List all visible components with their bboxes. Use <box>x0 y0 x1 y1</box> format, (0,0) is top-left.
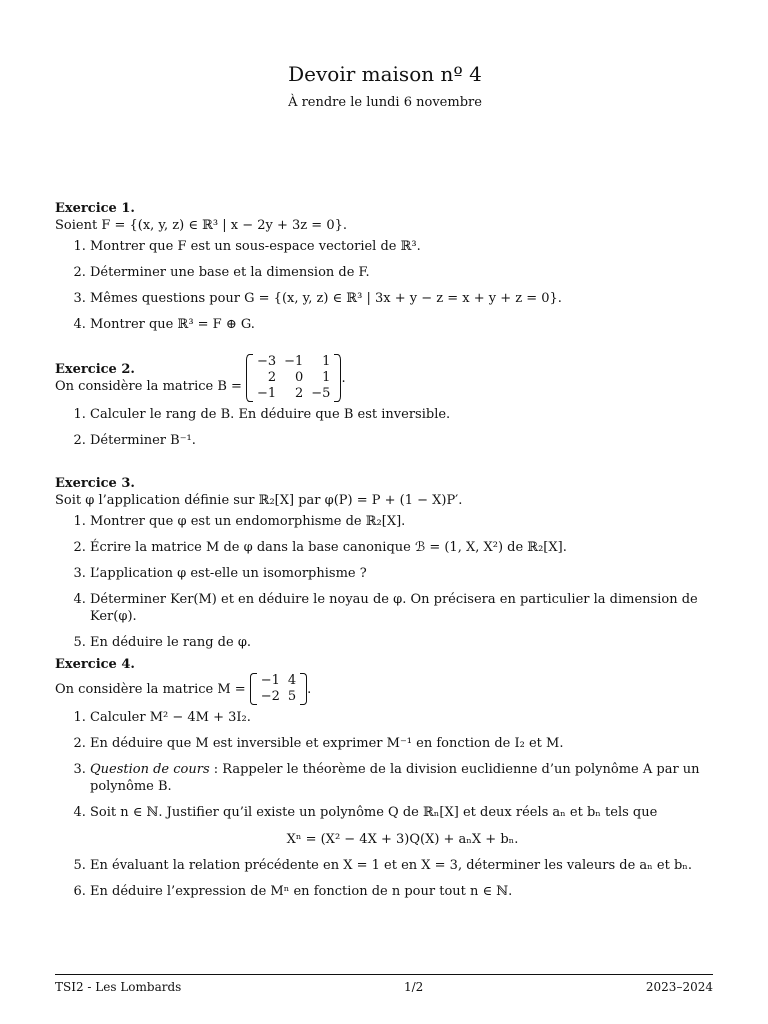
list-item <box>90 761 715 795</box>
matrix-cell: 1 <box>322 354 331 369</box>
exercise-2-title: Exercice 2. <box>55 362 135 377</box>
list-item: 4. Déterminer Ker(M) et en déduire le noyau de φ. On précisera en particulier la dimension de Ker(φ). <box>90 591 715 625</box>
matrix-cell: −3 <box>256 354 277 369</box>
matrix-cell: −2 <box>260 689 280 704</box>
list-item: 6. En déduire l’expression de Mⁿ en fonction de n pour tout n ∈ ℕ. <box>90 883 715 900</box>
course-question-text: : Rappeler le théorème de la division euclidienne d’un polynôme A par un polynôme B. <box>90 762 700 794</box>
matrix-cell: −1 <box>260 673 280 688</box>
exercise-4-intro: On considère la matrice M = <box>55 681 246 697</box>
matrix-cell: −1 <box>256 386 277 401</box>
matrix-cell: 5 <box>287 689 297 704</box>
footer-right: 2023–2024 <box>645 980 713 994</box>
list-item: 1. Calculer le rang de B. En déduire que B est inversible. <box>90 406 715 423</box>
list-item: 3. L’application φ est-elle un isomorphisme ? <box>90 565 715 582</box>
exercise-1-list <box>55 238 715 333</box>
page-title: Devoir maison nº 4 <box>288 62 482 86</box>
matrix-cell: 4 <box>287 673 297 688</box>
list-item: 2. En déduire que M est inversible et exprimer M⁻¹ en fonction de I₂ et M. <box>90 735 715 752</box>
exercise-4: Exercice 4. On considère la matrice M = −1 4 −2 5 . 1. Calculer M² − 4M + 3I₂. 2. En déduire que M est inversible et exprimer M⁻¹ en fonction de I₂ et M. 3. Question de cours : Rappeler le théorème de la division euclidienne d’un polynôme A par un polynôme B. 4. Soit n ∈ ℕ. Justifier qu’il existe un polynôme Q de ℝₙ[X] et deux réels aₙ et bₙ tels que Xⁿ = (X² − 4X + 3)Q(X) + aₙX + bₙ. 5. En évaluant la relation précédente en X = 1 et en X = 3, déterminer les valeurs de aₙ et bₙ. 6. En déduire l’expression de Mⁿ en fonction de n pour tout n ∈ ℕ. <box>55 656 715 909</box>
exercise-1 <box>55 200 715 342</box>
list-item: 1. Montrer que φ est un endomorphisme de ℝ₂[X]. <box>90 513 715 530</box>
exercise-3-title: Exercice 3. <box>55 476 135 491</box>
footer-left: TSI2 - Les Lombards <box>55 980 182 994</box>
exercise-3 <box>55 475 715 660</box>
list-item: 1. Montrer que F est un sous-espace vectoriel de ℝ³. <box>90 238 715 255</box>
matrix-cell: 2 <box>295 386 304 401</box>
page-subtitle: À rendre le lundi 6 novembre <box>288 95 482 110</box>
list-item: 4. Montrer que ℝ³ = F ⊕ G. <box>90 316 715 333</box>
matrix-cell: −5 <box>311 386 331 401</box>
display-equation: Xⁿ = (X² − 4X + 3)Q(X) + aₙX + bₙ. <box>286 832 519 847</box>
list-item: 2. Déterminer B⁻¹. <box>90 432 715 449</box>
exercise-2: Exercice 2. On considère la matrice B = −3 −1 1 2 0 1 −1 2 −5 . 1. Calculer le rang de B. En déduire que B est inversible. 2. Déterminer B⁻¹. <box>55 354 715 458</box>
page <box>55 60 715 112</box>
item-text: Soit n ∈ ℕ. Justifier qu’il existe un polynôme Q de ℝₙ[X] et deux réels aₙ et bₙ tels que <box>90 805 658 820</box>
list-item: 5. En déduire le rang de φ. <box>90 634 715 651</box>
matrix-b <box>246 354 342 402</box>
matrix-m <box>250 673 307 705</box>
matrix-cell: 1 <box>322 370 331 385</box>
footer <box>55 974 713 994</box>
exercise-3-intro: Soit φ l’application définie sur ℝ₂[X] par φ(P) = P + (1 − X)P′. <box>55 493 463 508</box>
page-number: 1/2 <box>403 980 424 994</box>
exercise-4-list <box>55 709 715 900</box>
matrix-cell: −1 <box>284 354 304 369</box>
list-item: 5. En évaluant la relation précédente en X = 1 et en X = 3, déterminer les valeurs de aₙ et bₙ. <box>90 857 715 874</box>
list-item: 1. Calculer M² − 4M + 3I₂. <box>90 709 715 726</box>
matrix-cell: 0 <box>295 370 304 385</box>
exercise-4-title: Exercice 4. <box>55 657 135 672</box>
list-item: 3. Mêmes questions pour G = {(x, y, z) ∈ ℝ³ | 3x + y − z = x + y + z = 0}. <box>90 290 715 307</box>
list-item: 2. Écrire la matrice M de φ dans la base canonique ℬ = (1, X, X²) de ℝ₂[X]. <box>90 539 715 556</box>
list-item <box>90 804 715 848</box>
course-question-label: Question de cours <box>90 762 210 777</box>
exercise-1-intro: Soient F = {(x, y, z) ∈ ℝ³ | x − 2y + 3z = 0}. <box>55 218 347 233</box>
list-item: 2. Déterminer une base et la dimension de F. <box>90 264 715 281</box>
exercise-2-list <box>55 406 715 449</box>
exercise-2-intro: On considère la matrice B = <box>55 379 242 394</box>
exercise-3-list <box>55 513 715 651</box>
matrix-cell: 2 <box>267 370 277 385</box>
exercise-1-title: Exercice 1. <box>55 201 135 216</box>
